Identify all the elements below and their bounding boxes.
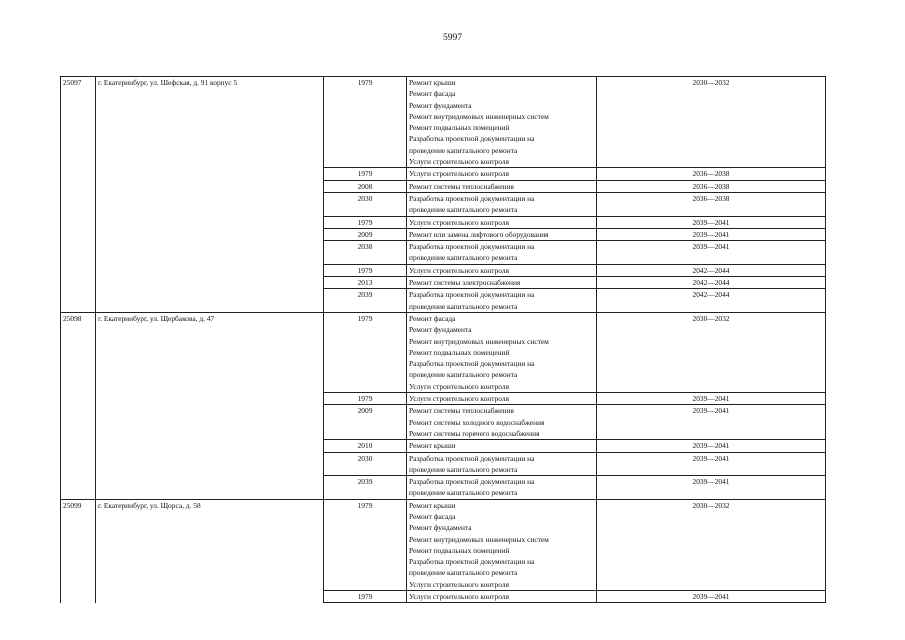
work-item: Ремонт крыши xyxy=(409,500,456,510)
work-item: Ремонт фундамента xyxy=(409,523,472,533)
work-item: Услуги строительного контроля xyxy=(409,394,509,404)
works-cell xyxy=(407,277,597,289)
period-cell: 2039—2041 xyxy=(597,591,826,603)
object-address-cell: г. Екатеринбург, ул. Шефская, д. 91 корпус 5 xyxy=(96,77,324,313)
year-cell: 1979 xyxy=(324,499,407,590)
works-cell xyxy=(407,440,597,452)
period-cell: 2039—2041 xyxy=(597,405,826,440)
work-item: Ремонт системы горячего водоснабжения xyxy=(409,428,540,438)
work-item: проведение капитального ремонта xyxy=(409,488,518,498)
work-item: проведение капитального ремонта xyxy=(409,145,518,155)
year-cell: 2008 xyxy=(324,180,407,192)
year-cell: 1979 xyxy=(324,393,407,405)
works-cell xyxy=(407,393,597,405)
work-item: Ремонт крыши xyxy=(409,441,456,451)
object-address-cell: г. Екатеринбург, ул. Щорса, д. 58 xyxy=(96,499,324,603)
work-item: Услуги строительного контроля xyxy=(409,169,509,179)
work-item: Услуги строительного контроля xyxy=(409,265,509,275)
work-item: Ремонт фасада xyxy=(409,511,456,521)
work-item: Ремонт системы теплоснабжения xyxy=(409,406,514,416)
year-cell: 2030 xyxy=(324,452,407,476)
work-item: проведение капитального ремонта xyxy=(409,370,518,380)
work-item: Услуги строительного контроля xyxy=(409,592,509,602)
work-item: Услуги строительного контроля xyxy=(409,579,509,589)
works-cell xyxy=(407,77,597,168)
period-cell: 2036—2038 xyxy=(597,192,826,216)
work-item: проведение капитального ремонта xyxy=(409,568,518,578)
period-cell: 2039—2041 xyxy=(597,216,826,228)
work-item: Услуги строительного контроля xyxy=(409,217,509,227)
work-item: Ремонт или замена лифтового оборудования xyxy=(409,229,549,239)
works-cell xyxy=(407,168,597,180)
works-cell xyxy=(407,405,597,440)
works-cell xyxy=(407,216,597,228)
period-cell: 2042—2044 xyxy=(597,264,826,276)
period-cell: 2036—2038 xyxy=(597,180,826,192)
period-cell: 2039—2041 xyxy=(597,440,826,452)
period-cell: 2039—2041 xyxy=(597,452,826,476)
work-item: Ремонт системы холодного водоснабжения xyxy=(409,417,545,427)
work-item: Ремонт подвальных помещений xyxy=(409,545,510,555)
table-row xyxy=(61,77,826,168)
works-cell xyxy=(407,499,597,590)
year-cell: 2010 xyxy=(324,440,407,452)
year-cell: 2038 xyxy=(324,241,407,265)
period-cell: 2039—2041 xyxy=(597,228,826,240)
work-item: Ремонт внутридомовых инженерных систем xyxy=(409,534,549,544)
works-cell xyxy=(407,452,597,476)
work-item: Ремонт фасада xyxy=(409,313,456,323)
work-item: Услуги строительного контроля xyxy=(409,381,509,391)
work-item: Ремонт крыши xyxy=(409,78,456,87)
object-address-cell: г. Екатеринбург, ул. Щербакова, д. 47 xyxy=(96,312,324,499)
object-id-cell: 25099 xyxy=(61,499,96,603)
work-item: проведение капитального ремонта xyxy=(409,464,518,474)
year-cell: 2039 xyxy=(324,476,407,500)
work-item: проведение капитального ремонта xyxy=(409,205,518,215)
work-item: Разработка проектной документации на xyxy=(409,134,535,144)
year-cell: 2013 xyxy=(324,277,407,289)
year-cell: 2009 xyxy=(324,228,407,240)
works-cell xyxy=(407,476,597,500)
period-cell: 2036—2038 xyxy=(597,168,826,180)
work-item: Разработка проектной документации на xyxy=(409,359,535,369)
work-item: Ремонт внутридомовых инженерных систем xyxy=(409,111,549,121)
work-item: Ремонт фундамента xyxy=(409,100,472,110)
period-cell: 2042—2044 xyxy=(597,277,826,289)
table-row xyxy=(61,499,826,590)
work-item: Услуги строительного контроля xyxy=(409,157,509,167)
works-cell xyxy=(407,312,597,392)
table-row xyxy=(61,312,826,392)
year-cell: 2030 xyxy=(324,192,407,216)
work-item: Ремонт системы теплоснабжения xyxy=(409,181,514,191)
year-cell: 1979 xyxy=(324,77,407,168)
year-cell: 1979 xyxy=(324,168,407,180)
period-cell: 2042—2044 xyxy=(597,289,826,313)
year-cell: 2039 xyxy=(324,289,407,313)
works-cell xyxy=(407,289,597,313)
year-cell: 1979 xyxy=(324,264,407,276)
object-id-cell: 25097 xyxy=(61,77,96,313)
work-item: Разработка проектной документации на xyxy=(409,453,535,463)
work-item: Разработка проектной документации на xyxy=(409,557,535,567)
period-cell: 2039—2041 xyxy=(597,393,826,405)
work-item: Ремонт внутридомовых инженерных систем xyxy=(409,336,549,346)
works-cell xyxy=(407,241,597,265)
year-cell: 2009 xyxy=(324,405,407,440)
work-item: Ремонт подвальных помещений xyxy=(409,347,510,357)
year-cell: 1979 xyxy=(324,312,407,392)
work-item: Ремонт фундамента xyxy=(409,325,472,335)
work-item: Разработка проектной документации на xyxy=(409,477,535,487)
works-cell xyxy=(407,192,597,216)
period-cell: 2030—2032 xyxy=(597,312,826,392)
work-item: Ремонт подвальных помещений xyxy=(409,123,510,133)
work-item: Разработка проектной документации на xyxy=(409,193,535,203)
work-item: проведение капитального ремонта xyxy=(409,301,518,311)
work-item: Ремонт фасада xyxy=(409,89,456,99)
page-number: 5997 xyxy=(443,33,462,43)
works-cell xyxy=(407,264,597,276)
period-cell: 2039—2041 xyxy=(597,476,826,500)
year-cell: 1979 xyxy=(324,591,407,603)
capital-repair-table xyxy=(60,76,826,603)
object-id-cell: 25098 xyxy=(61,312,96,499)
works-cell xyxy=(407,591,597,603)
period-cell: 2030—2032 xyxy=(597,77,826,168)
period-cell: 2039—2041 xyxy=(597,241,826,265)
works-cell xyxy=(407,180,597,192)
work-item: Разработка проектной документации на xyxy=(409,242,535,252)
period-cell: 2030—2032 xyxy=(597,499,826,590)
work-item: Разработка проектной документации на xyxy=(409,290,535,300)
work-item: Ремонт системы электроснабжения xyxy=(409,278,521,288)
year-cell: 1979 xyxy=(324,216,407,228)
works-cell xyxy=(407,228,597,240)
work-item: проведение капитального ремонта xyxy=(409,253,518,263)
